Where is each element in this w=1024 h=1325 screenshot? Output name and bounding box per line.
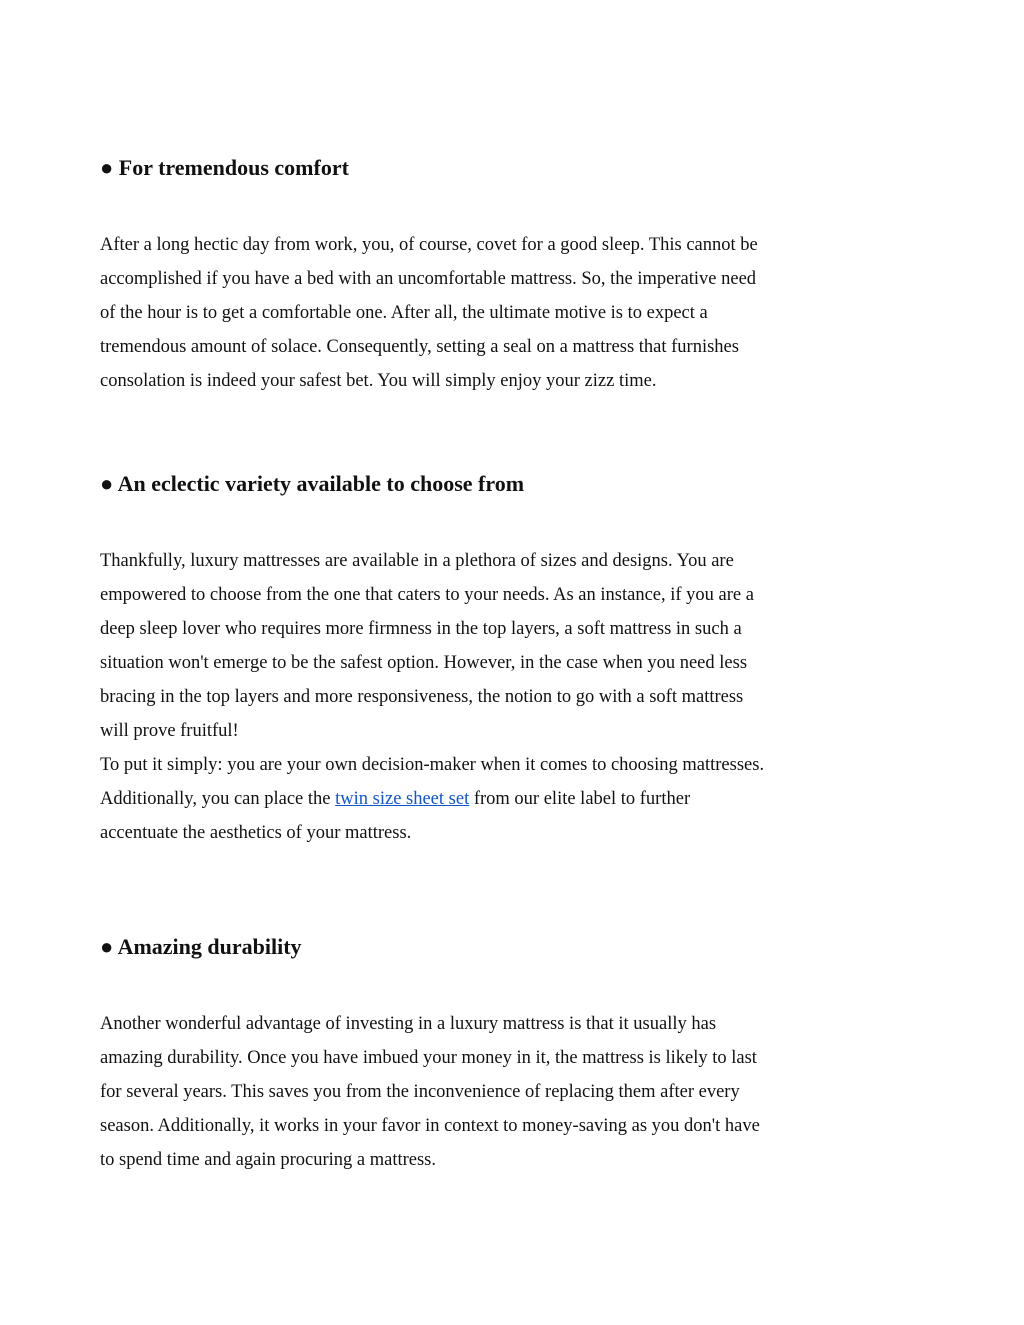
paragraph-line: After a long hectic day from work, you, of course, covet for a good sleep. This cannot be — [100, 235, 758, 255]
paragraph-line: tremendous amount of solace. Consequently, setting a seal on a mattress that furnishes — [100, 337, 739, 357]
paragraph-line: To put it simply: you are your own decision-maker when it comes to choosing mattresses. — [100, 755, 765, 775]
paragraph-line: season. Additionally, it works in your favor in context to money-saving as you don't have — [100, 1116, 760, 1136]
paragraph-line: consolation is indeed your safest bet. You will simply enjoy your zizz time. — [100, 371, 657, 391]
paragraph-line: accentuate the aesthetics of your mattress. — [100, 823, 412, 843]
paragraph-line: deep sleep lover who requires more firmness in the top layers, a soft mattress in such a — [100, 619, 742, 639]
paragraph-line: of the hour is to get a comfortable one. After all, the ultimate motive is to expect a — [100, 303, 708, 323]
paragraph-line: bracing in the top layers and more responsiveness, the notion to go with a soft mattress — [100, 687, 744, 707]
section-heading-durability: ● Amazing durability — [100, 934, 302, 959]
paragraph-durability — [100, 1007, 830, 1177]
link-line-after: from our elite label to further — [469, 789, 691, 809]
paragraph-line: empowered to choose from the one that caters to your needs. As an instance, if you are a — [100, 585, 754, 605]
paragraph-comfort — [100, 228, 830, 398]
paragraph-line: to spend time and again procuring a mattress. — [100, 1150, 436, 1170]
paragraph-line-with-link — [100, 782, 830, 816]
paragraph-line: Thankfully, luxury mattresses are available in a plethora of sizes and designs. You are — [100, 551, 734, 571]
paragraph-line: amazing durability. Once you have imbued your money in it, the mattress is likely to last — [100, 1048, 757, 1068]
section-heading-comfort: ● For tremendous comfort — [100, 155, 349, 180]
link-line-before: Additionally, you can place the — [100, 789, 336, 809]
section-heading-variety: ● An eclectic variety available to choose from — [100, 471, 525, 496]
paragraph-line: will prove fruitful! — [100, 721, 239, 741]
paragraph-line: accomplished if you have a bed with an uncomfortable mattress. So, the imperative need — [100, 269, 757, 289]
twin-size-sheet-set-link[interactable]: twin size sheet set — [335, 789, 470, 809]
paragraph-line: for several years. This saves you from the inconvenience of replacing them after every — [100, 1082, 740, 1102]
paragraph-line: situation won't emerge to be the safest option. However, in the case when you need less — [100, 653, 748, 673]
paragraph-variety — [100, 544, 830, 850]
paragraph-line: Another wonderful advantage of investing in a luxury mattress is that it usually has — [100, 1014, 717, 1034]
